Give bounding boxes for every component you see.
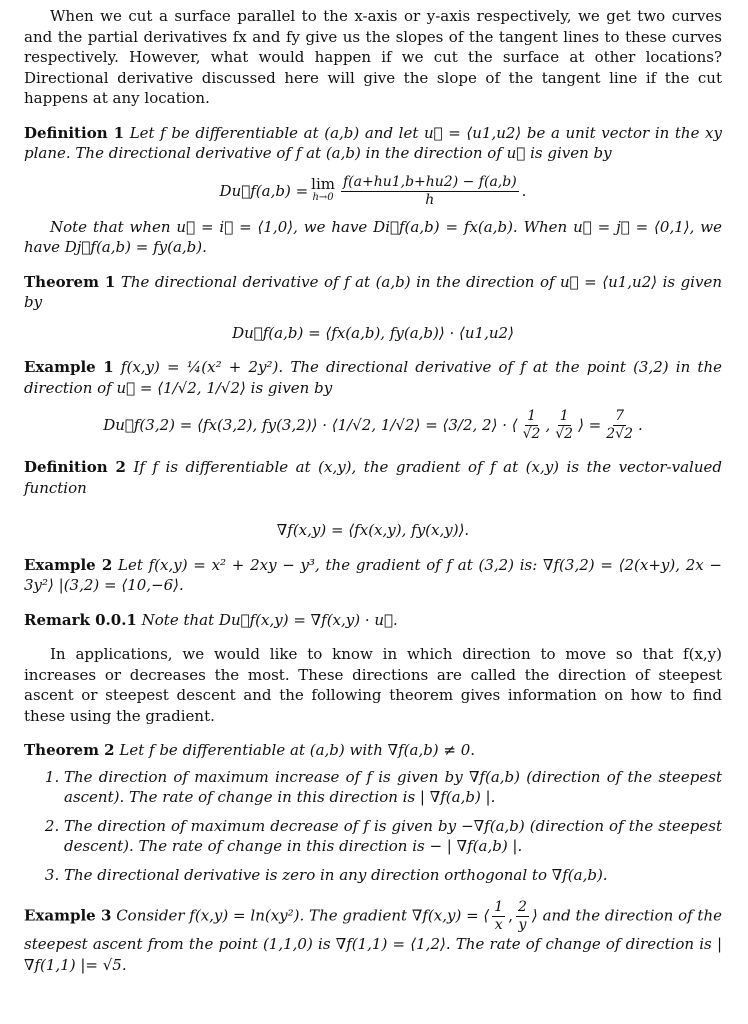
gradient-fraction-2-num: 2 bbox=[518, 899, 527, 915]
list-item: 3. The directional derivative is zero in any direction orthogonal to ∇f(a,b). bbox=[64, 865, 722, 886]
example-3-text-a: Consider f(x,y) = ln(xy²). The gradient ∇f(x,y) = ⟨ bbox=[116, 906, 490, 925]
theorem-1-text: The directional derivative of f at (a,b) in the direction of u⃗ = ⟨u1,u2⟩ is given by bbox=[24, 272, 722, 311]
gradient-fraction-1 bbox=[492, 899, 505, 934]
example-3-text-b: ⟩ and the direction of the steepest ascent from the point (1,1,0) is ∇f(1,1) = ⟨1,2⟩. The rate of change of direction is | ∇f(1,1) |= √5. bbox=[24, 906, 723, 974]
definition-1-text: Let f be differentiable at (a,b) and let u⃗ = ⟨u1,u2⟩ be a unit vector in the xy plane. The directional derivative of f at (a,b) in the direction of u⃗ is given by bbox=[24, 123, 722, 162]
fraction-2 bbox=[553, 408, 575, 443]
limit-subscript: h→0 bbox=[312, 192, 334, 203]
definition-1 bbox=[24, 123, 722, 258]
example-1 bbox=[24, 357, 722, 443]
gradient-fraction-2-den: y bbox=[518, 917, 527, 933]
remark-text: Note that Du⃗f(x,y) = ∇f(x,y) · u⃗. bbox=[141, 610, 398, 629]
list-item: 1. The direction of maximum increase of f is given by ∇f(a,b) (direction of the steepest ascent). The rate of change in this direction is | ∇f(a,b) |. bbox=[64, 767, 722, 808]
definition-1-label: Definition 1 bbox=[24, 123, 125, 142]
example-2-label: Example 2 bbox=[24, 555, 113, 574]
definition-2-formula: ∇f(x,y) = ⟨fx(x,y), fy(x,y)⟩. bbox=[276, 521, 470, 539]
applications-paragraph: In applications, we would like to know in which direction to move so that f(x,y) increases or decreases the most. These directions are called the direction of steepest ascent or steepest descent and the following theorem gives information on how to find these using the gradient. bbox=[24, 645, 722, 725]
theorem-1-formula: Du⃗f(a,b) = ⟨fx(a,b), fy(a,b)⟩ · ⟨u1,u2⟩ bbox=[232, 323, 514, 342]
theorem-2-list bbox=[24, 767, 722, 886]
remark-label: Remark 0.0.1 bbox=[24, 610, 137, 629]
formula-lhs: Du⃗f(a,b) = bbox=[219, 181, 309, 200]
quotient-numerator: f(a+hu1,b+hu2) − f(a,b) bbox=[342, 173, 517, 190]
theorem-2-text: Let f be differentiable at (a,b) with ∇f(a,b) ≠ 0. bbox=[119, 741, 476, 759]
gradient-fraction-1-den: x bbox=[494, 917, 503, 933]
fraction-1 bbox=[521, 408, 543, 443]
intro-paragraph: When we cut a surface parallel to the x-axis or y-axis respectively, we get two curves and the partial derivatives fx and fy give us the slopes of the tangent lines to these curves respectively. However, what would happen if we cut the surface at other locations? Directional derivative discussed here will give the slope of the tangent line if the cut happens at any location. bbox=[24, 7, 722, 107]
theorem-2 bbox=[24, 740, 722, 885]
definition-2-text: If f is differentiable at (x,y), the gradient of f at (x,y) is the vector-valued function bbox=[24, 458, 722, 497]
list-item: 2. The direction of maximum decrease of f is given by −∇f(a,b) (direction of the steepest descent). The rate of change in this direction is − | ∇f(a,b) |. bbox=[64, 816, 722, 857]
definition-2 bbox=[24, 457, 722, 541]
theorem-2-label: Theorem 2 bbox=[24, 741, 115, 759]
example-2 bbox=[24, 555, 722, 596]
result-den: 2√2 bbox=[606, 426, 634, 442]
example-1-formula-b: ⟩ = bbox=[578, 416, 602, 435]
example-1-text: f(x,y) = ¼(x² + 2y²). The directional derivative of f at the point (3,2) in the direction of u⃗ = ⟨1/√2, 1/√2⟩ is given by bbox=[24, 358, 722, 397]
theorem-1 bbox=[24, 272, 722, 344]
limit-operator bbox=[311, 177, 335, 205]
definition-1-formula: Du⃗f(a,b) = lim h→0 $\frac{f(a+hu1,b+hu2) - f(a,b)}{h}$ . bbox=[219, 173, 527, 208]
gradient-fraction-2 bbox=[516, 899, 529, 934]
example-3-label: Example 3 bbox=[24, 906, 112, 925]
example-3: Example 3 Consider f(x,y) = ln(xy²). The gradient ∇f(x,y) = ⟨ $\frac{1}{x}$ , $\frac{2}{y}$ ⟩ and the direction of the steepest ascent from the point (1,1,0) is ∇f(1,1) = ⟨1,2⟩. The rate of change of direction is | ∇f(1,1) |= √5. bbox=[24, 899, 723, 974]
fraction-1-num: 1 bbox=[527, 408, 536, 424]
definition-2-label: Definition 2 bbox=[24, 458, 126, 476]
applications-paragraph-block bbox=[24, 644, 722, 726]
result-fraction bbox=[604, 408, 635, 443]
definition-1-note: Note that when u⃗ = i⃗ = ⟨1,0⟩, we have Di⃗f(a,b) = fx(a,b). When u⃗ = j⃗ = ⟨0,1⟩, we have Dj⃗f(a,b) = fy(a,b). bbox=[24, 217, 722, 256]
gradient-fraction-1-num: 1 bbox=[494, 899, 504, 915]
fraction-1-den: √2 bbox=[522, 426, 541, 442]
fraction-2-num: 1 bbox=[559, 408, 569, 424]
example-2-text: Let f(x,y) = x² + 2xy − y³, the gradient of f at (3,2) is: ∇f(3,2) = ⟨2(x+y), 2x − 3y²⟩ |(3,2) = ⟨10,−6⟩. bbox=[24, 555, 722, 594]
result-num: 7 bbox=[615, 408, 625, 424]
theorem-1-label: Theorem 1 bbox=[24, 272, 116, 291]
difference-quotient bbox=[341, 174, 519, 209]
example-1-formula-a: Du⃗f(3,2) = ⟨fx(3,2), fy(3,2)⟩ · ⟨1/√2, 1/√2⟩ = ⟨3/2, 2⟩ · ⟨ bbox=[103, 416, 518, 435]
example-1-formula: Du⃗f(3,2) = ⟨fx(3,2), fy(3,2)⟩ · ⟨1/√2, 1/√2⟩ = ⟨3/2, 2⟩ · ⟨ $\frac{1}{√2}$ , $\frac{1}{√2}$ ⟩ = $\frac{7}{2√2}$ . bbox=[103, 408, 643, 442]
quotient-denominator: h bbox=[425, 191, 435, 208]
limit-text: lim bbox=[311, 175, 335, 193]
example-1-label: Example 1 bbox=[24, 358, 114, 376]
fraction-2-den: √2 bbox=[555, 426, 574, 442]
remark-0-0-1 bbox=[24, 610, 722, 631]
